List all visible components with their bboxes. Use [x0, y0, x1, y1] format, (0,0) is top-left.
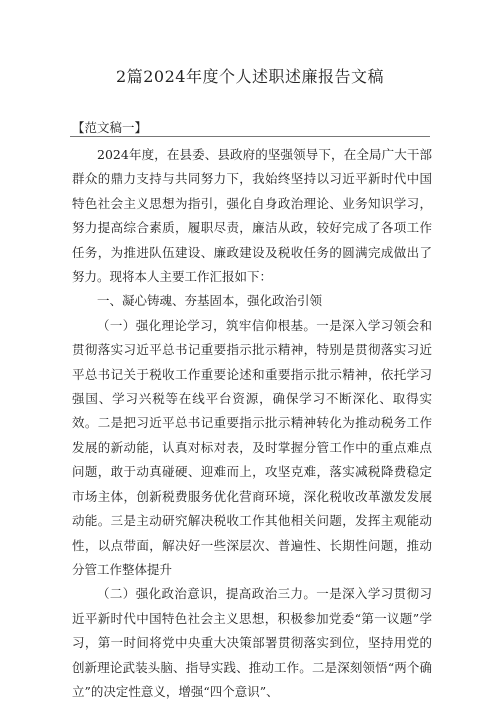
document-title: 2篇2024年度个人述职述廉报告文稿 — [116, 67, 384, 86]
document-body — [72, 143, 432, 704]
paragraph-intro: 2024年度，在县委、县政府的坚强领导下，在全局广大干部群众的鼎力支持与共同努力下，我始终坚持以习近平新时代中国特色社会主义思想为指引，强化自身政治理论、业务知识学习，努力提高综合素质，履职尽责，廉洁从政，较好完成了各项工作任务，为推进队伍建设、廉政建设及税收任务的圆满完成做出了努力。现将本人主要工作汇报如下： — [72, 147, 432, 285]
section-label: 【范文稿一】 — [72, 120, 148, 135]
paragraph-political-awareness: （二）强化政治意识，提高政治三力。一是深入学习贯彻习近平新时代中国特色社会主义思想，积极参加党委“第一议题”学习，第一时间将党中央重大决策部署贯彻落实到位，坚持用党的创新理论武装头脑、指导实践、推动工作。二是深刻领悟“两个确立”的决定性意义，增强“四个意识”、 — [72, 586, 432, 699]
paragraph-theory-study: （一）强化理论学习，筑牢信仰根基。一是深入学习领会和贯彻落实习近平总书记重要指示批示精神，特别是贯彻落实习近平总书记关于税收工作重要论述和重要指示批示精神，依托学习强国、学习兴税等在线平台资源，确保学习不断深化、取得实效。二是把习近平总书记重要指示批示精神转化为推动税务工作发展的新动能，认真对标对表，及时掌握分管工作中的重点难点问题，敢于动真碰硬、迎难而上，攻坚克难，落实减税降费稳定市场主体，创新税费服务优化营商环境，深化税收改革激发发展动能。三是主动研究解决税收工作其他相关问题，发挥主观能动性，以点带面，解决好一些深层次、普遍性、长期性问题，推动分管工作整体提升 — [72, 317, 432, 577]
heading-section-1: 一、凝心铸魂、夯基固本，强化政治引领 — [97, 293, 323, 309]
section-divider — [70, 136, 430, 137]
